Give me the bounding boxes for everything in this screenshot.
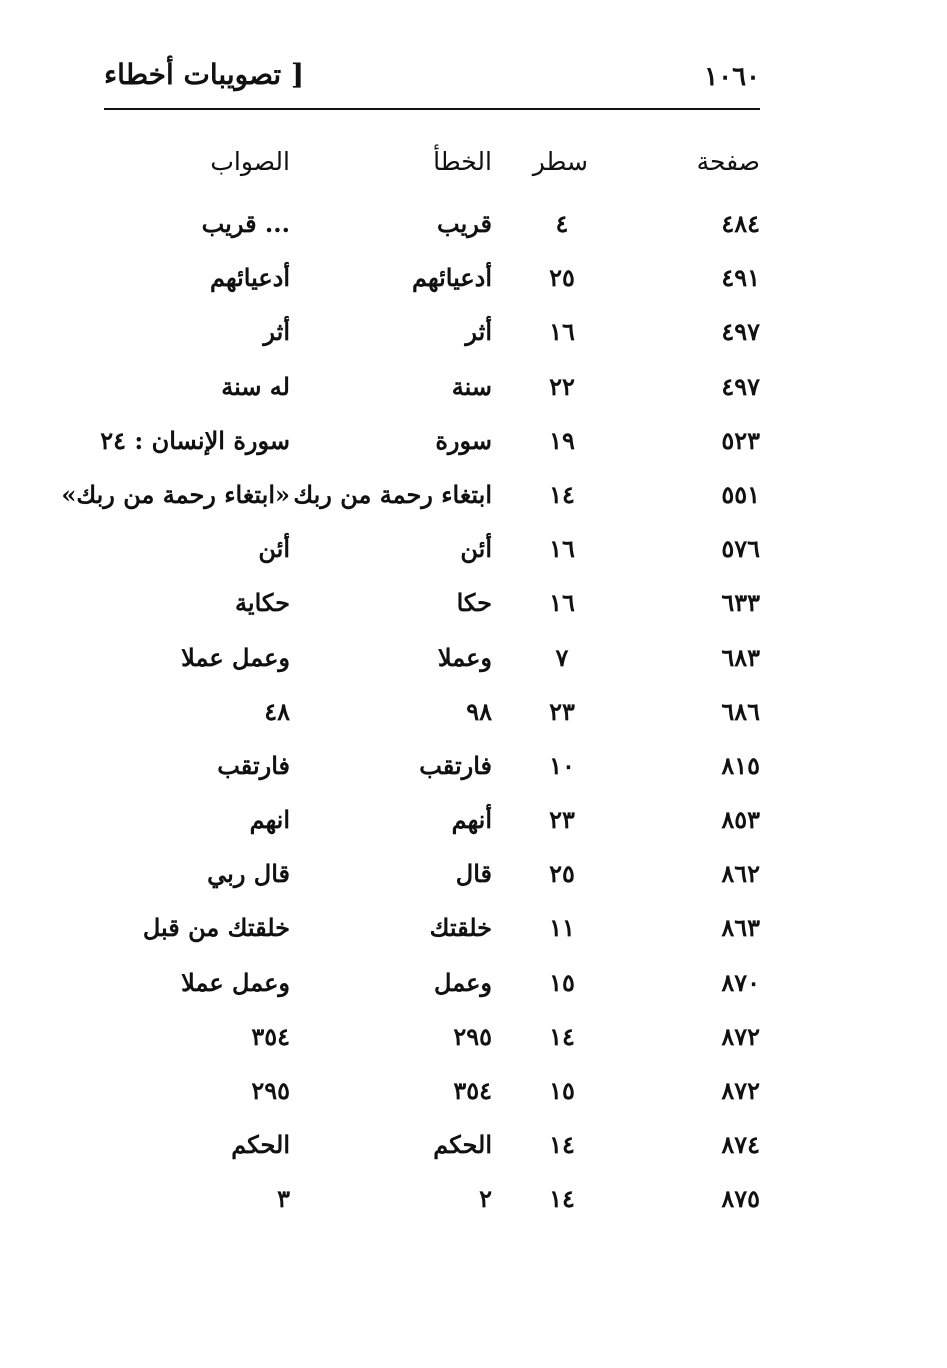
cell-right: ٢٩٥ xyxy=(251,1076,290,1105)
errata-table xyxy=(61,140,760,1232)
cell-page: ٨٧٢ xyxy=(721,1021,760,1051)
table-row xyxy=(100,527,760,581)
cell-line: ٢٥ xyxy=(549,859,575,889)
cell-wrong: سورة xyxy=(435,425,492,455)
page-number: ١٠٦٠ xyxy=(704,62,760,92)
cell-page: ٥٥١ xyxy=(721,479,760,509)
table-header-row xyxy=(100,140,760,202)
cell-wrong: أدعيائهم xyxy=(412,263,492,293)
column-header-line: سطر xyxy=(532,147,588,176)
table-row xyxy=(100,365,760,419)
cell-wrong: فارتقب xyxy=(419,750,492,780)
cell-wrong: ٢ xyxy=(479,1184,492,1214)
cell-line: ١٦ xyxy=(549,317,575,347)
header-rule xyxy=(104,108,760,110)
cell-wrong: وعمل xyxy=(434,967,492,997)
table-row xyxy=(100,690,760,744)
cell-line: ٢٢ xyxy=(549,371,575,401)
cell-page: ٤٩٧ xyxy=(721,317,760,347)
cell-line: ٢٣ xyxy=(549,805,575,835)
cell-wrong: ٢٩٥ xyxy=(453,1021,492,1051)
cell-wrong: قال xyxy=(455,859,492,889)
cell-wrong: حكا xyxy=(456,588,492,618)
cell-page: ٤٩١ xyxy=(721,263,760,293)
cell-line: ١٠ xyxy=(549,750,575,780)
table-row xyxy=(100,256,760,310)
cell-line: ٤ xyxy=(555,209,569,238)
cell-line: ١٤ xyxy=(549,479,575,509)
cell-right: الحكم xyxy=(231,1130,290,1160)
cell-page: ٥٢٣ xyxy=(721,425,760,455)
cell-line: ١٤ xyxy=(549,1021,575,1051)
column-header-page: صفحة xyxy=(696,147,760,176)
cell-right: انهم xyxy=(249,805,290,835)
cell-right: قال ربي xyxy=(207,859,290,889)
cell-right: أثر xyxy=(263,317,290,347)
cell-page: ٨٧٢ xyxy=(721,1076,760,1105)
cell-page: ٦٨٦ xyxy=(721,696,760,726)
cell-page: ٨٦٣ xyxy=(721,913,760,943)
cell-page: ٨٦٢ xyxy=(721,859,760,889)
cell-line: ٢٣ xyxy=(549,696,575,726)
cell-line: ١٦ xyxy=(549,588,575,618)
cell-right: وعمل عملا xyxy=(181,642,290,672)
cell-right: «ابتغاء رحمة من ربك» xyxy=(61,479,290,509)
cell-right: ٤٨ xyxy=(264,696,290,726)
cell-wrong: قريب xyxy=(437,209,492,238)
cell-page: ٤٨٤ xyxy=(721,209,760,238)
cell-wrong: ٣٥٤ xyxy=(453,1076,492,1105)
table-row xyxy=(100,1015,760,1069)
table-row xyxy=(100,310,760,364)
running-head xyxy=(104,58,760,98)
cell-page: ٥٧٦ xyxy=(721,534,760,564)
cell-right: ٣ xyxy=(277,1184,290,1214)
cell-right: سورة الإنسان : ٢٤ xyxy=(100,425,290,455)
cell-line: ٧ xyxy=(555,642,569,672)
cell-page: ٨١٥ xyxy=(721,750,760,780)
table-row xyxy=(100,202,760,256)
cell-line: ١١ xyxy=(549,913,575,943)
cell-wrong: ٩٨ xyxy=(466,696,492,726)
column-header-right: الصواب xyxy=(210,147,290,176)
table-row xyxy=(100,636,760,690)
table-row xyxy=(100,581,760,635)
cell-line: ١٤ xyxy=(549,1184,575,1214)
table-row xyxy=(100,1123,760,1177)
table-row xyxy=(100,1069,760,1123)
table-body xyxy=(61,202,760,1232)
cell-right: خلقتك من قبل xyxy=(142,913,290,943)
cell-wrong: الحكم xyxy=(433,1130,492,1160)
cell-wrong: أئن xyxy=(460,534,492,564)
cell-wrong: ابتغاء رحمة من ربك xyxy=(293,479,492,509)
cell-right: ... قريب xyxy=(201,209,290,238)
cell-wrong: وعملا xyxy=(437,642,492,672)
table-row xyxy=(100,744,760,798)
cell-right: ٣٥٤ xyxy=(251,1021,290,1051)
cell-page: ٨٧٠ xyxy=(721,967,760,997)
cell-right: أئن xyxy=(258,534,290,564)
cell-wrong: سنة xyxy=(451,371,492,401)
cell-right: فارتقب xyxy=(217,750,290,780)
cell-line: ١٥ xyxy=(549,1076,575,1105)
cell-wrong: أثر xyxy=(465,317,492,347)
cell-wrong: أنهم xyxy=(451,805,492,835)
cell-page: ٨٧٤ xyxy=(721,1130,760,1160)
table-row xyxy=(100,1177,760,1231)
cell-page: ٦٣٣ xyxy=(721,588,760,618)
cell-page: ٨٧٥ xyxy=(721,1184,760,1214)
table-row xyxy=(100,961,760,1015)
column-header-wrong: الخطأ xyxy=(433,147,492,176)
cell-wrong: خلقتك xyxy=(429,913,492,943)
section-title: [ تصويبات أخطاء xyxy=(104,58,305,91)
table-row xyxy=(100,419,760,473)
cell-right: حكاية xyxy=(235,588,290,618)
table-row xyxy=(100,906,760,960)
cell-right: أدعيائهم xyxy=(210,263,290,293)
cell-line: ١٥ xyxy=(549,967,575,997)
cell-line: ٢٥ xyxy=(549,263,575,293)
cell-line: ١٦ xyxy=(549,534,575,564)
cell-right: له سنة xyxy=(221,371,290,401)
cell-line: ١٩ xyxy=(549,425,575,455)
cell-page: ٤٩٧ xyxy=(721,371,760,401)
cell-page: ٦٨٣ xyxy=(721,642,760,672)
table-row xyxy=(100,798,760,852)
cell-page: ٨٥٣ xyxy=(721,805,760,835)
cell-right: وعمل عملا xyxy=(181,967,290,997)
table-row xyxy=(61,473,760,527)
table-row xyxy=(100,852,760,906)
cell-line: ١٤ xyxy=(549,1130,575,1160)
